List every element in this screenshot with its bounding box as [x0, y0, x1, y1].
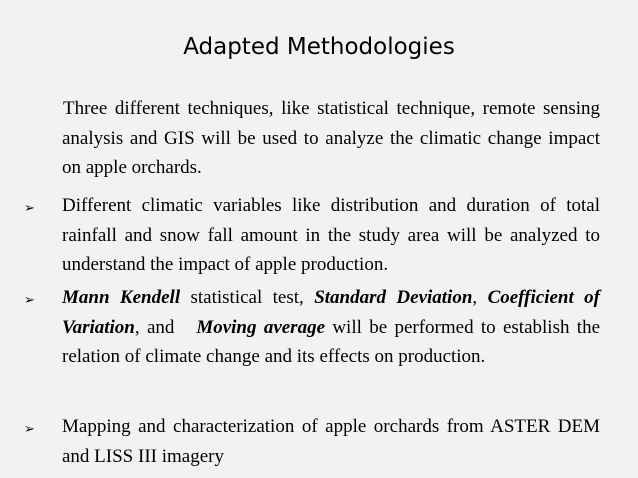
- bullet-item-climatic-variables: Different climatic variables like distribution and duration of total rainfall and snow fall amount in the study area will be analyzed to understand the impact of apple production.: [62, 195, 600, 275]
- term-moving-average: Moving average: [196, 316, 326, 338]
- text-fragment: ,: [472, 287, 488, 308]
- bullet-item-statistical-tests: [62, 283, 600, 372]
- term-mann-kendell: Mann Kendell: [62, 287, 181, 308]
- text-fragment: statistical test,: [180, 287, 315, 308]
- arrow-bullet-icon: ➢: [24, 422, 35, 437]
- slide-title: Adapted Methodologies: [183, 34, 455, 60]
- term-coefficient-of-variation: Coefficient of Variation: [62, 287, 600, 338]
- bullet-item-mapping: Mapping and characterization of apple orchards from ASTER DEM and LISS III imagery: [62, 416, 600, 467]
- intro-paragraph: Three different techniques, like statistical technique, remote sensing analysis and GIS will be used to analyze the climatic change impact on apple orchards.: [62, 98, 600, 178]
- text-fragment: will be performed to establish the relation of climate change and its effects on production.: [62, 316, 600, 367]
- text-fragment: , and: [134, 316, 197, 338]
- arrow-bullet-icon: ➢: [24, 201, 35, 216]
- term-standard-deviation: Standard Deviation: [314, 287, 473, 308]
- arrow-bullet-icon: ➢: [24, 293, 35, 308]
